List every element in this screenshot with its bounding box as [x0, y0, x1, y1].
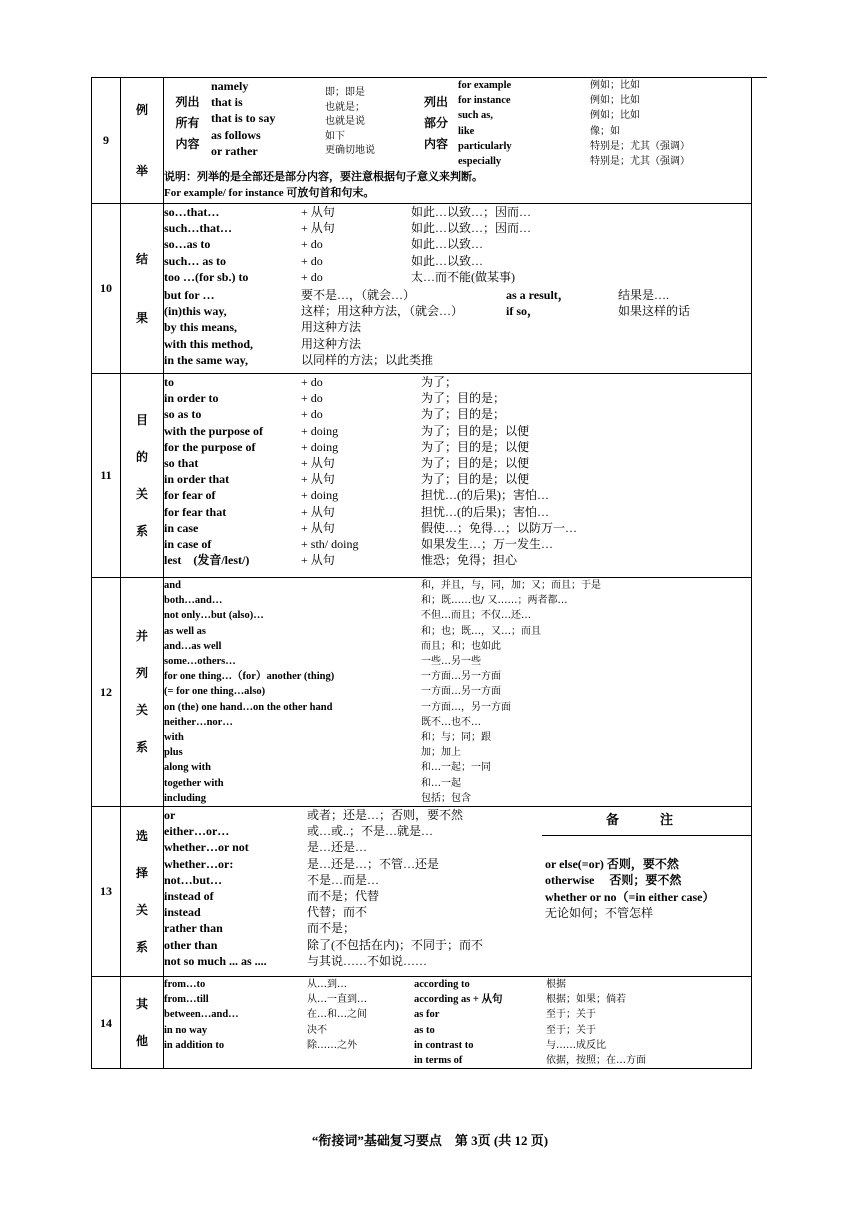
row-number: 12 — [92, 578, 121, 807]
remarks-box — [542, 807, 751, 969]
english-list: from…to from…till between…and… in no way in addition to — [164, 979, 239, 1051]
chinese-list: 从…到… 从…一直到… 在…和…之间 决不 除……之外 — [307, 979, 367, 1051]
connectives-table — [91, 77, 752, 1069]
table-row — [92, 204, 752, 374]
english-list: with the purpose of for the purpose of — [164, 423, 264, 454]
grammar-list: + doing + 从句 + 从句 + sth/ doing + 从句 — [301, 488, 359, 568]
english-list: or either…or… whether…or not whether…or: not…but… instead of instead rather than other than not so much ... as .... — [164, 808, 267, 968]
english-list: for example for instance such as, like particularly especially — [458, 80, 512, 168]
chinese-list: 根据 根据；如果；倘若 至于；关于 至于；关于 与……成反比 依据，按照；在…方面 — [546, 979, 646, 1067]
row-number: 13 — [92, 807, 121, 977]
english-list: so…that… such…that… so…as to such… as to too …(for sb.) to — [164, 205, 249, 284]
remarks-list: or else(=or) 否则，要不然 otherwise 否则；要不然 whether or no（=in either case） 无论如何；不管怎样 — [545, 857, 715, 920]
chinese-list: 为了； 为了；目的是； 为了；目的是； — [421, 375, 506, 422]
table-row — [92, 977, 752, 1069]
chinese-list: 如此…以致…；因而… 如此…以致…；因而… 如此…以致… 如此…以致… 太…而不能(做某事) — [411, 205, 532, 284]
table-row — [92, 78, 752, 204]
row-number: 9 — [92, 78, 121, 204]
remarks-header: 备 注 — [542, 807, 751, 836]
chinese-list: 为了；目的是；以便 为了；目的是；以便 — [421, 423, 530, 454]
row-number: 10 — [92, 204, 121, 374]
table-row — [92, 374, 752, 578]
row-number: 14 — [92, 977, 121, 1069]
english-list: so that in order that — [164, 456, 230, 487]
chinese-list: 或者；还是…；否则，要不然 或…或..；不是…就是… 是…还是… 是…还是…；不管…还是 不是…而是… 而不是；代替 代替；而不 而不是； 除了(不包括在内)；不同于；而不 与其说……不如说…… — [307, 808, 483, 968]
english-list: but for … (in)this way, by this means, with this method, in the same way, — [164, 288, 254, 367]
list-all-label: 列出 所有 内容 — [175, 95, 200, 152]
english-list: namely that is that is to say as follows or rather — [211, 79, 276, 158]
chinese-list: 和，并且，与，同，加；又；而且；于是 和；既……也/ 又……；两者都… 不但…而且；不仅…还… 和；也；既…，又…；而且 而且；和；也如此 一些…另一些 一方面…另一方面 一方面…另一方面 一方面…，另一方面 既不…也不… — [421, 580, 601, 728]
english-list: with plus along with together with including — [164, 732, 224, 804]
english-list: as a result， if so， — [506, 288, 570, 319]
list-part-label: 列出 部分 内容 — [423, 95, 448, 152]
chinese-list: 和；与；同；跟 加；加上 和…一起；一同 和…一起 包括；包含 — [421, 732, 491, 804]
chinese-list: 结果是…. 如果这样的话 — [618, 288, 691, 319]
category-label: 其 他 — [121, 977, 164, 1069]
chinese-list: 要不是…，（就会…） 这样；用这种方法，（就会…） 用这种方法 用这种方法 以同样的方法；以此类推 — [301, 288, 464, 367]
category-label: 选 择 关 系 — [121, 807, 164, 977]
category-label: 结 果 — [121, 204, 164, 374]
row-number: 11 — [92, 374, 121, 578]
chinese-list: 即；即是 也就是； 也就是说 如下 更确切地说 — [325, 87, 375, 156]
chinese-list: 担忧…(的后果)；害怕… 担忧…(的后果)；害怕… 假使…；免得…；以防万一… 如果发生…；万一发生… 惟恐；免得；担心 — [421, 488, 578, 568]
english-list: according to according as + 从句 as for as to in contrast to in terms of — [414, 979, 503, 1067]
grammar-list: + doing + doing — [301, 423, 339, 454]
english-list: and both…and… not only…but (also)… as well as and…as well some…others… for one thing…（for）another (thing) (= for one thing…also) on (the) one hand…on the other hand neither…nor… — [164, 580, 335, 728]
chinese-list: 例如；比如 例如；比如 例如；比如 像；如 特别是；尤其（强调） 特别是；尤其（强调） — [590, 80, 690, 168]
category-label: 例 举 — [121, 78, 164, 204]
grammar-list: + 从句 + 从句 + do + do + do — [301, 205, 335, 284]
chinese-list: 为了；目的是；以便 为了；目的是；以便 — [421, 456, 530, 487]
english-list: to in order to so as to — [164, 375, 219, 422]
grammar-list: + 从句 + 从句 — [301, 456, 335, 487]
category-label: 目 的 关 系 — [121, 374, 164, 578]
explanation-note: 说明：列举的是全部还是部分内容，要注意根据句子意义来判断。 For example/ for instance 可放句首和句末。 — [164, 171, 483, 200]
category-label: 并 列 关 系 — [121, 578, 164, 807]
table-row — [92, 578, 752, 807]
example-subtable — [164, 78, 751, 201]
table-row — [92, 807, 752, 977]
grammar-list: + do + do + do — [301, 375, 323, 422]
page-footer: “衔接词”基础复习要点 第 3页 (共 12 页) — [311, 1133, 549, 1148]
english-list: for fear of for fear that in case in case of lest (发音/lest/) — [164, 488, 250, 568]
